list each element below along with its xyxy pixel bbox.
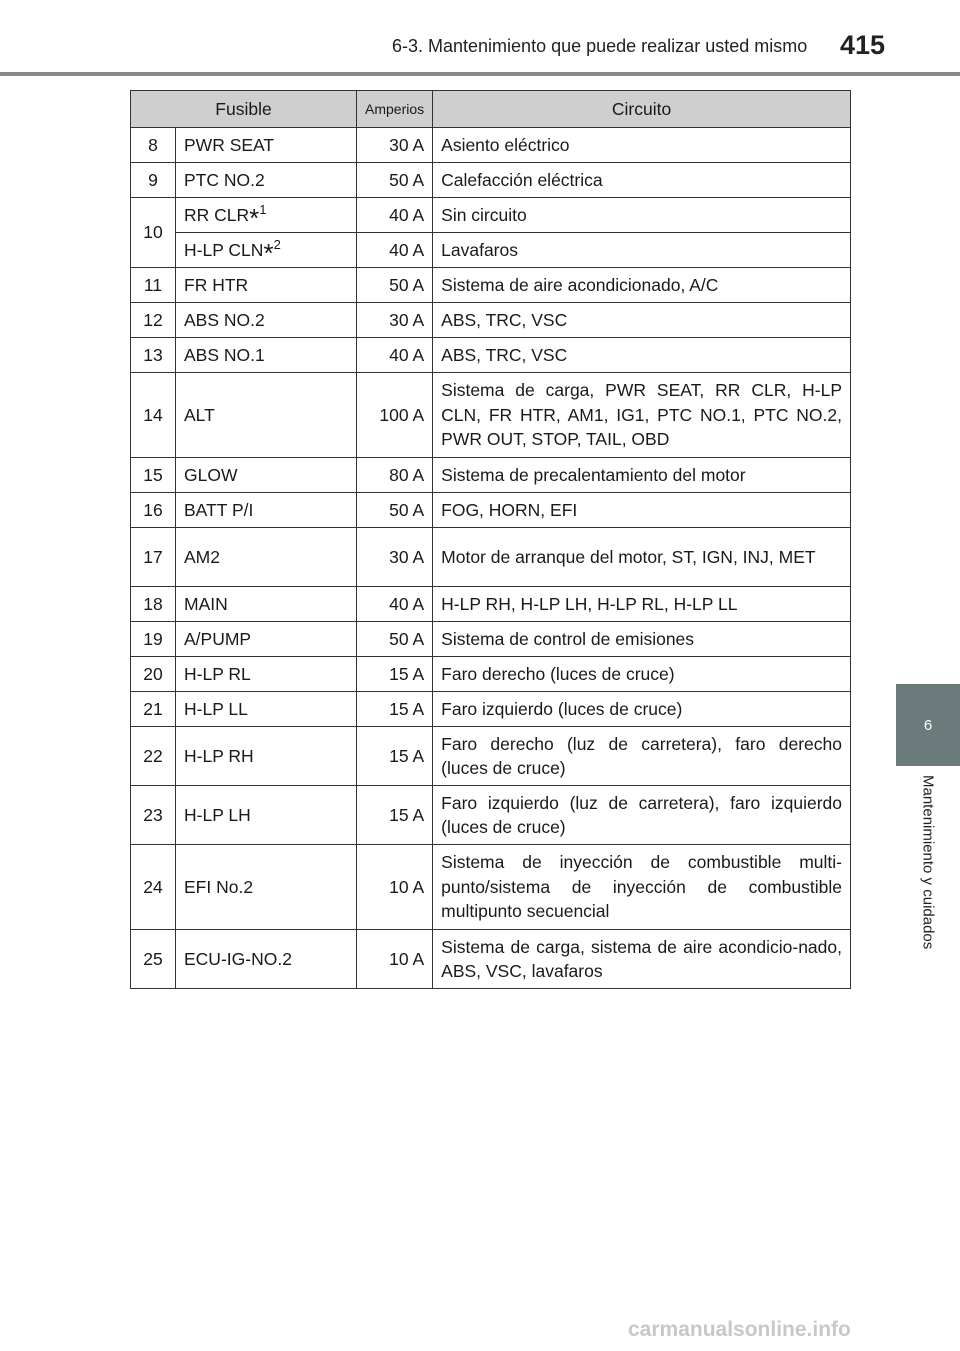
table-row (131, 338, 851, 373)
fuse-circuit: Sin circuito (433, 198, 851, 233)
fuse-number: 12 (131, 303, 176, 338)
page-number: 415 (840, 30, 886, 60)
fuse-number: 11 (131, 268, 176, 303)
fuse-number: 20 (131, 657, 176, 692)
chapter-number: 6 (923, 716, 933, 734)
column-header-amperes: Amperios (357, 91, 433, 128)
table-row (131, 458, 851, 493)
fuse-amperage: 15 A (357, 786, 433, 845)
fuse-name: GLOW (176, 458, 357, 493)
fuse-name: H-LP LL (176, 692, 357, 727)
fuse-circuit: ABS, TRC, VSC (433, 303, 851, 338)
fuse-amperage: 40 A (357, 587, 433, 622)
column-header-fuse: Fusible (131, 91, 357, 128)
fuse-amperage: 50 A (357, 622, 433, 657)
asterisk-icon: * (263, 237, 274, 268)
fuse-name: H-LP RL (176, 657, 357, 692)
fuse-name: PWR SEAT (176, 128, 357, 163)
table-row (131, 692, 851, 727)
fuse-circuit: Sistema de precalentamiento del motor (433, 458, 851, 493)
fuse-name: ECU-IG-NO.2 (176, 930, 357, 989)
fuse-number: 8 (131, 128, 176, 163)
table-row (131, 528, 851, 587)
fuse-name: H-LP CLN (184, 239, 264, 260)
fuse-amperage: 15 A (357, 692, 433, 727)
fuse-circuit: Faro derecho (luces de cruce) (433, 657, 851, 692)
fuse-number: 14 (131, 373, 176, 458)
fuse-amperage: 30 A (357, 303, 433, 338)
table-row (131, 303, 851, 338)
table-row (131, 587, 851, 622)
fuse-circuit: Faro izquierdo (luces de cruce) (433, 692, 851, 727)
table-row (131, 786, 851, 845)
fuse-amperage: 10 A (357, 930, 433, 989)
table-row (131, 198, 851, 233)
footnote-number: 1 (259, 201, 267, 217)
chapter-tab[interactable] (896, 684, 960, 766)
fuse-name: ABS NO.2 (176, 303, 357, 338)
fuse-amperage: 30 A (357, 528, 433, 587)
fuse-circuit: FOG, HORN, EFI (433, 493, 851, 528)
fuse-number: 24 (131, 845, 176, 930)
fuse-amperage: 50 A (357, 268, 433, 303)
fuse-circuit: Lavafaros (433, 233, 851, 268)
fuse-number: 18 (131, 587, 176, 622)
fuse-name: FR HTR (176, 268, 357, 303)
fuse-name: BATT P/I (176, 493, 357, 528)
table-header-row (131, 91, 851, 128)
chapter-title: Mantenimiento y cuidados (919, 775, 937, 950)
chapter-title-wrap (896, 775, 960, 990)
fuse-amperage: 10 A (357, 845, 433, 930)
fuse-number: 21 (131, 692, 176, 727)
table-row (131, 268, 851, 303)
fuse-name: PTC NO.2 (176, 163, 357, 198)
table-row (131, 930, 851, 989)
fuse-amperage: 30 A (357, 128, 433, 163)
table-row (131, 233, 851, 268)
fuse-amperage: 40 A (357, 233, 433, 268)
column-header-circuit: Circuito (433, 91, 851, 128)
fuse-number: 15 (131, 458, 176, 493)
table-row (131, 373, 851, 458)
fuse-amperage: 80 A (357, 458, 433, 493)
fuse-number: 16 (131, 493, 176, 528)
fuse-name-cell (176, 198, 357, 233)
fuse-circuit: Sistema de aire acondicionado, A/C (433, 268, 851, 303)
fuse-circuit: Calefacción eléctrica (433, 163, 851, 198)
fuse-circuit: Sistema de control de emisiones (433, 622, 851, 657)
fuse-circuit: Sistema de inyección de combustible multi-punto/sistema de inyección de combustible multipunto secuencial (433, 845, 851, 930)
fuse-name-cell (176, 233, 357, 268)
table-row (131, 163, 851, 198)
fuse-number: 9 (131, 163, 176, 198)
fuse-name: A/PUMP (176, 622, 357, 657)
fuse-name: AM2 (176, 528, 357, 587)
fuse-number: 23 (131, 786, 176, 845)
fuse-name: EFI No.2 (176, 845, 357, 930)
header-rule (0, 72, 960, 76)
table-row (131, 845, 851, 930)
fuse-circuit: Asiento eléctrico (433, 128, 851, 163)
fuse-amperage: 50 A (357, 163, 433, 198)
fuse-circuit: Motor de arranque del motor, ST, IGN, INJ, MET (433, 528, 851, 587)
table-row (131, 622, 851, 657)
fuse-circuit: Faro izquierdo (luz de carretera), faro izquierdo (luces de cruce) (433, 786, 851, 845)
fuse-amperage: 40 A (357, 338, 433, 373)
table-row (131, 493, 851, 528)
fuse-name: MAIN (176, 587, 357, 622)
table-row (131, 727, 851, 786)
fuse-circuit: Sistema de carga, sistema de aire acondicio-nado, ABS, VSC, lavafaros (433, 930, 851, 989)
fuse-circuit: H-LP RH, H-LP LH, H-LP RL, H-LP LL (433, 587, 851, 622)
fuse-name: H-LP LH (176, 786, 357, 845)
fuse-circuit: Faro derecho (luz de carretera), faro derecho (luces de cruce) (433, 727, 851, 786)
fuse-name: ABS NO.1 (176, 338, 357, 373)
fuse-circuit: Sistema de carga, PWR SEAT, RR CLR, H-LP CLN, FR HTR, AM1, IG1, PTC NO.1, PTC NO.2, PWR OUT, STOP, TAIL, OBD (433, 373, 851, 458)
watermark: carmanualsonline.info (628, 1318, 851, 1341)
fuse-amperage: 50 A (357, 493, 433, 528)
fuse-amperage: 15 A (357, 657, 433, 692)
fuse-name: H-LP RH (176, 727, 357, 786)
header-section-title: 6-3. Mantenimiento que puede realizar usted mismo (392, 36, 808, 56)
fuse-table (130, 90, 851, 989)
footnote-number: 2 (273, 236, 281, 252)
fuse-number: 10 (131, 198, 176, 268)
asterisk-icon: * (249, 202, 260, 233)
fuse-name: ALT (176, 373, 357, 458)
fuse-number: 17 (131, 528, 176, 587)
fuse-name: RR CLR (184, 204, 250, 225)
fuse-amperage: 100 A (357, 373, 433, 458)
fuse-number: 22 (131, 727, 176, 786)
fuse-number: 19 (131, 622, 176, 657)
fuse-amperage: 40 A (357, 198, 433, 233)
fuse-circuit: ABS, TRC, VSC (433, 338, 851, 373)
table-row (131, 128, 851, 163)
fuse-number: 13 (131, 338, 176, 373)
fuse-amperage: 15 A (357, 727, 433, 786)
table-row (131, 657, 851, 692)
fuse-number: 25 (131, 930, 176, 989)
